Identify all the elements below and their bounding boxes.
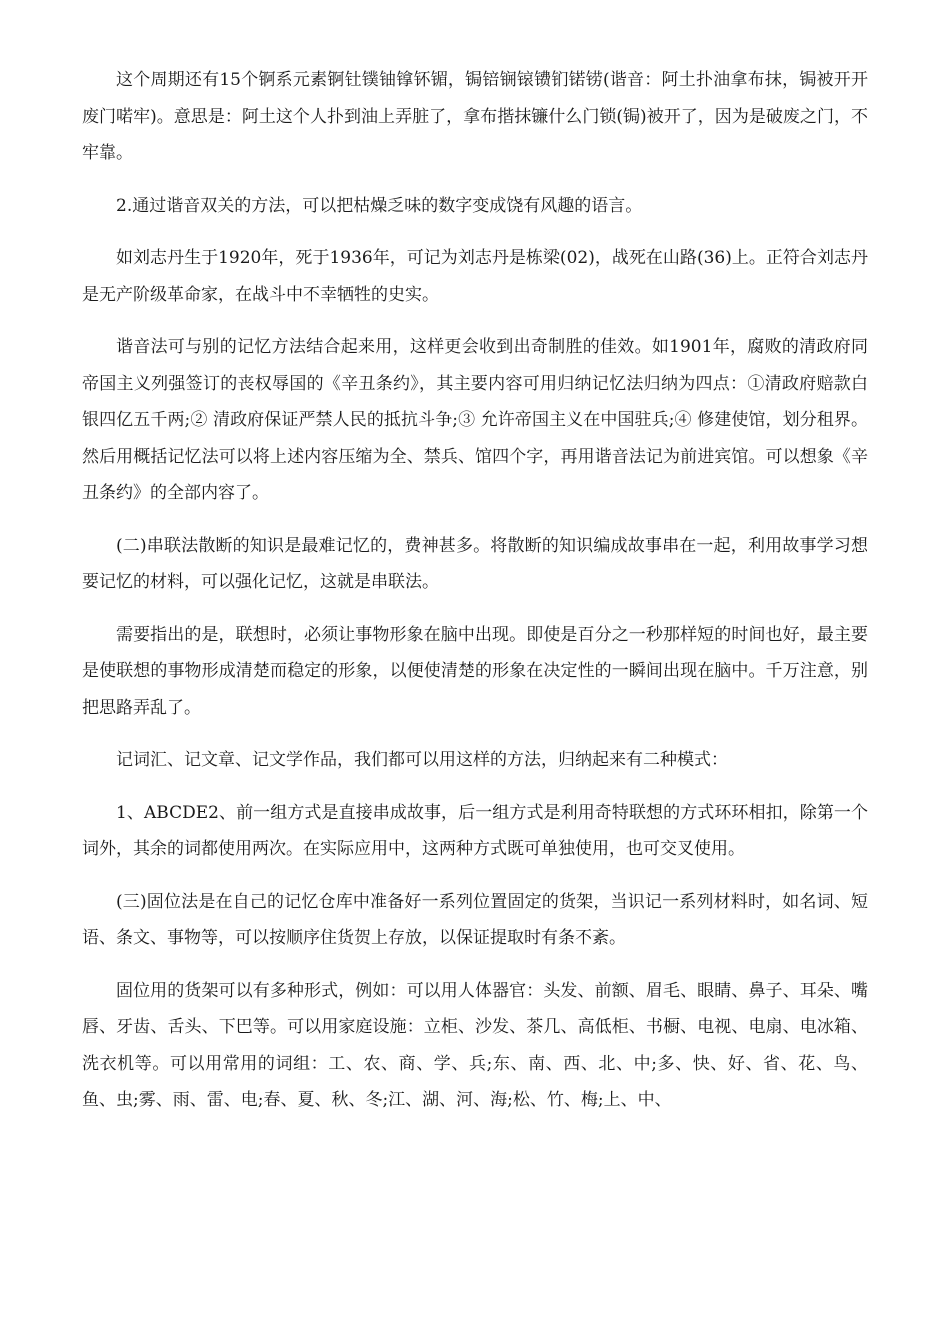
paragraph-mode-description: 1、ABCDE2、前一组方式是直接串成故事，后一组方式是利用奇特联想的方式环环相扣，除第一个词外，其余的词都使用两次。在实际应用中，这两种方式既可单独使用，也可交叉使用。 (82, 802, 868, 859)
paragraph-shelf-forms: 固位用的货架可以有多种形式，例如：可以用人体器官：头发、前额、眉毛、眼睛、鼻子、耳朵、嘴唇、牙齿、舌头、下巴等。可以用家庭设施：立柜、沙发、茶几、高低柜、书橱、电视、电扇、电冰箱、洗衣机等。可以用常用的词组：工、农、商、学、兵;东、南、西、北、中;多、快、好、省、花、鸟、鱼、虫;雾、雨、雷、电;春、夏、秋、冬;江、湖、河、海;松、竹、梅;上、中、 (82, 980, 868, 1110)
paragraph-liu-zhidan-example: 如刘志丹生于1920年，死于1936年，可记为刘志丹是栋梁(02)，战死在山路(36)上。正符合刘志丹是无产阶级革命家，在战斗中不幸牺牲的史实。 (82, 248, 868, 305)
paragraph-two-modes: 记词汇、记文章、记文学作品，我们都可以用这样的方法，归纳起来有二种模式： (116, 750, 728, 770)
paragraph-series-method: (二)串联法散断的知识是最难记忆的，费神甚多。将散断的知识编成故事串在一起，利用故事学习想要记忆的材料，可以强化记忆，这就是串联法。 (82, 535, 868, 592)
paragraph-association-note: 需要指出的是，联想时，必须让事物形象在脑中出现。即使是百分之一秒那样短的时间也好，最主要是使联想的事物形成清楚而稳定的形象，以便使清楚的形象在决定性的一瞬间出现在脑中。千万注意，别把思路弄乱了。 (82, 624, 868, 718)
paragraph-number-homophone: 2.通过谐音双关的方法，可以把枯燥乏味的数字变成饶有风趣的语言。 (116, 195, 643, 216)
document-page (82, 62, 868, 1135)
paragraph-fixed-position-method: (三)固位法是在自己的记忆仓库中准备好一系列位置固定的货架，当识记一系列材料时，如名词、短语、条文、事物等，可以按顺序住货贺上存放，以保证提取时有条不紊。 (82, 891, 868, 948)
paragraph-xinchou-treaty: 谐音法可与别的记忆方法结合起来用，这样更会收到出奇制胜的佳效。如1901年，腐败的清政府同帝国主义列强签订的丧权辱国的《辛丑条约》，其主要内容可用归纳记忆法归纳为四点：①清政府赔款白银四亿五千两;② 清政府保证严禁人民的抵抗斗争;③ 允许帝国主义在中国驻兵;④ 修建使馆，划分租界。然后用概括记忆法可以将上述内容压缩为全、禁兵、馆四个字，再用谐音法记为前进宾馆。可以想象《辛丑条约》的全部内容了。 (82, 337, 868, 503)
paragraph-lanthanide-mnemonic: 这个周期还有15个锕系元素锕钍镤铀镎钚镅，锔锫锎锿镄钔锘铹(谐音：阿土扑油拿布抹，锔被开开废门喏牢)。意思是：阿土这个人扑到油上弄脏了，拿布揩抹镰什么门锁(锔)被开了，因为是破废之门，不牢靠。 (82, 70, 868, 163)
